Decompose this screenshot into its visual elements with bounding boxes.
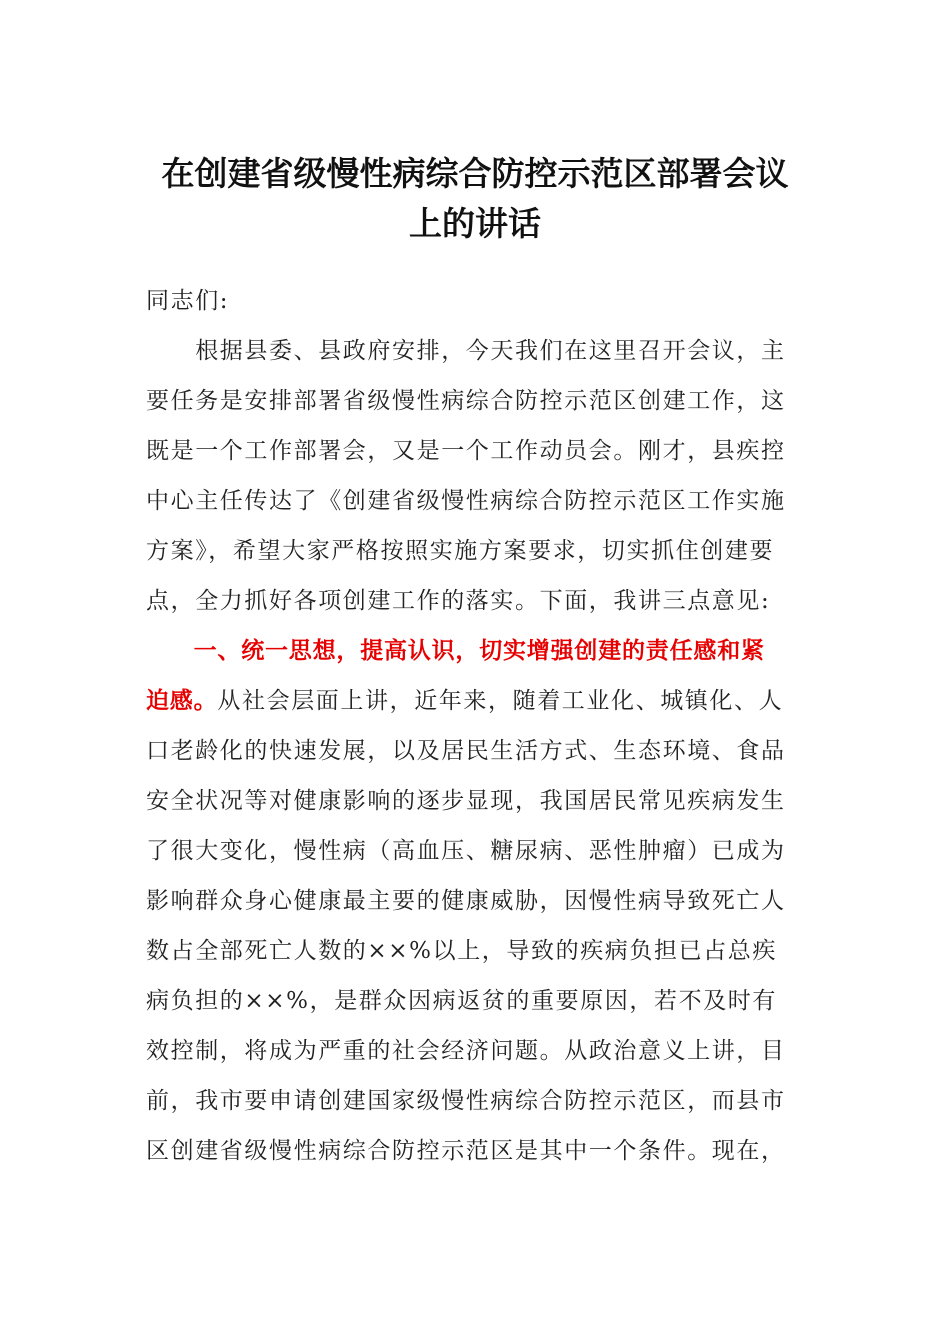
paragraph-line: 影响群众身心健康最主要的健康威胁，因慢性病导致死亡人 bbox=[146, 888, 786, 914]
paragraph-line: 前，我市要申请创建国家级慢性病综合防控示范区，而县市 bbox=[146, 1088, 786, 1114]
paragraph-line: 效控制，将成为严重的社会经济问题。从政治意义上讲，目 bbox=[146, 1038, 786, 1064]
salutation: 同志们: bbox=[146, 288, 230, 314]
paragraph-line: 病负担的××%，是群众因病返贫的重要原因，若不及时有 bbox=[146, 988, 777, 1014]
paragraph-line: 点，全力抓好各项创建工作的落实。下面，我讲三点意见: bbox=[146, 588, 771, 614]
paragraph-line: 既是一个工作部署会，又是一个工作动员会。刚才，县疾控 bbox=[146, 438, 786, 464]
paragraph-line: 口老龄化的快速发展，以及居民生活方式、生态环境、食品 bbox=[146, 738, 786, 764]
paragraph-line: 方案》，希望大家严格按照实施方案要求，切实抓住创建要 bbox=[146, 538, 775, 564]
paragraph-line: 中心主任传达了《创建省级慢性病综合防控示范区工作实施 bbox=[146, 488, 786, 514]
section-heading-tail: 迫感。 bbox=[146, 688, 218, 714]
paragraph-line: 要任务是安排部署省级慢性病综合防控示范区创建工作，这 bbox=[146, 388, 786, 414]
section-heading-line: 一、统一思想，提高认识，切实增强创建的责任感和紧 bbox=[146, 638, 765, 664]
paragraph-line: 数占全部死亡人数的××%以上，导致的疾病负担已占总疾 bbox=[146, 938, 777, 964]
paragraph-line: 安全状况等对健康影响的逐步显现，我国居民常见疾病发生 bbox=[146, 788, 786, 814]
document-title-line-1: 在创建省级慢性病综合防控示范区部署会议 bbox=[161, 154, 789, 193]
paragraph-line: 了很大变化，慢性病（高血压、糖尿病、恶性肿瘤）已成为 bbox=[146, 838, 786, 864]
document-title-line-2: 上的讲话 bbox=[409, 204, 541, 243]
paragraph-line: 根据县委、县政府安排，今天我们在这里召开会议，主 bbox=[146, 338, 786, 364]
document-body bbox=[146, 276, 806, 1176]
paragraph-line bbox=[146, 676, 806, 726]
paragraph-line: 区创建省级慢性病综合防控示范区是其中一个条件。现在， bbox=[146, 1138, 786, 1164]
paragraph-text: 从社会层面上讲，近年来，随着工业化、城镇化、人 bbox=[217, 688, 784, 714]
